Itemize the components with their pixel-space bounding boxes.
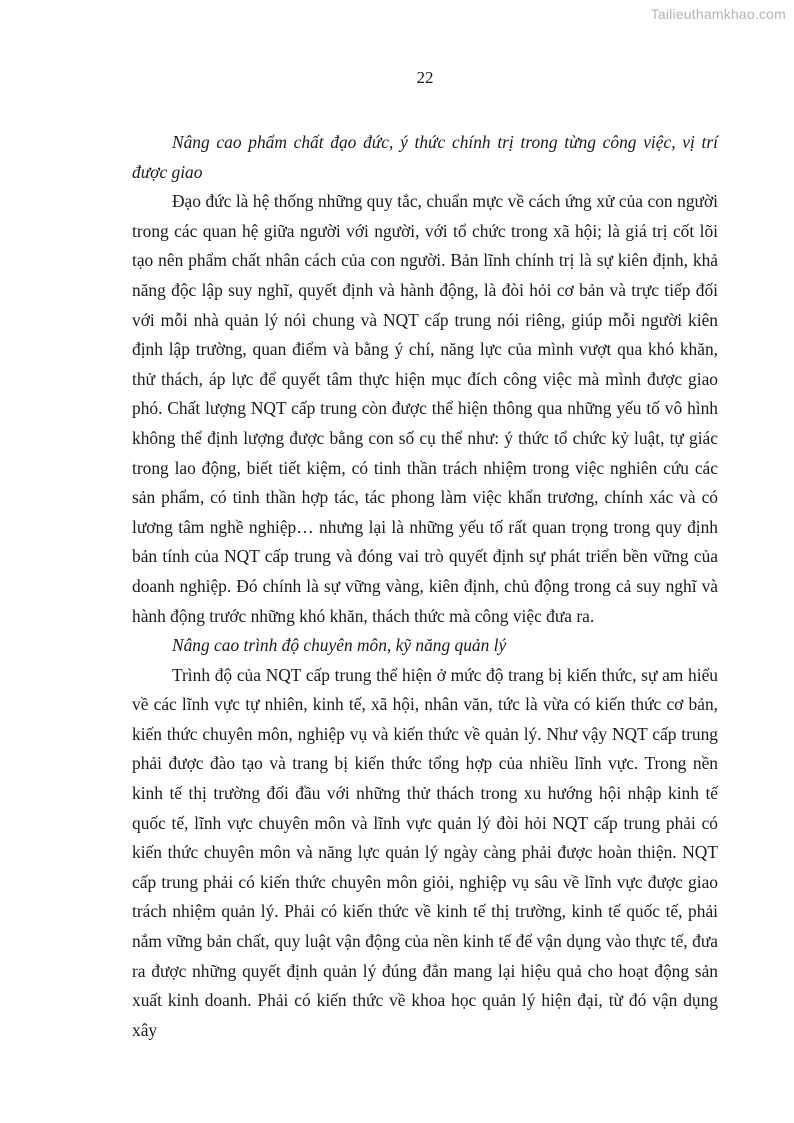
body-paragraph: Trình độ của NQT cấp trung thể hiện ở mức độ trang bị kiến thức, sự am hiểu về các lĩnh vực tự nhiên, kinh tế, xã hội, nhân văn, tức là vừa có kiến thức cơ bản, kiến thức chuyên môn, nghiệp vụ và kiến thức về quản lý. Như vậy NQT cấp trung phải được đào tạo và trang bị kiến thức tổng hợp của nhiều lĩnh vực. Trong nền kinh tế thị trường đối đầu với những thử thách trong xu hướng hội nhập kinh tế quốc tế, lĩnh vực chuyên môn và lĩnh vực quản lý đòi hỏi NQT cấp trung phải có kiến thức chuyên môn và năng lực quản lý ngày càng phải được hoàn thiện. NQT cấp trung phải có kiến thức chuyên môn giỏi, nghiệp vụ sâu về lĩnh vực được giao trách nhiệm quản lý. Phải có kiến thức về kinh tế thị trường, kinh tế quốc tế, phải nắm vững bản chất, quy luật vận động của nền kinh tế để vận dụng vào thực tế, đưa ra được những quyết định quản lý đúng đắn mang lại hiệu quả cho hoạt động sản xuất kinh doanh. Phải có kiến thức về khoa học quản lý hiện đại, từ đó vận dụng xây bbox=[132, 664, 718, 1040]
section-heading: Nâng cao trình độ chuyên môn, kỹ năng quản lý bbox=[172, 635, 507, 656]
document-body bbox=[132, 128, 718, 1045]
body-paragraph: Đạo đức là hệ thống những quy tắc, chuẩn mực về cách ứng xử của con người trong các quan hệ giữa người với người, với tổ chức trong xã hội; là giá trị cốt lõi tạo nên phẩm chất nhân cách của con người. Bản lĩnh chính trị là sự kiên định, khả năng độc lập suy nghĩ, quyết định và hành động, là đòi hỏi cơ bản và trực tiếp đối với mỗi nhà quản lý nói chung và NQT cấp trung nói riêng, giúp mỗi người kiên định lập trường, quan điểm và bằng ý chí, năng lực của mình vượt qua khó khăn, thử thách, áp lực để quyết tâm thực hiện mục đích công việc mà mình được giao phó. Chất lượng NQT cấp trung còn được thể hiện thông qua những yếu tố vô hình không thể định lượng được bằng con số cụ thể như: ý thức tổ chức kỷ luật, tự giác trong lao động, biết tiết kiệm, có tinh thần trách nhiệm trong việc nghiên cứu các sản phẩm, có tinh thần hợp tác, tác phong làm việc khẩn trương, chính xác và có lương tâm nghề nghiệp… nhưng lại là những yếu tố rất quan trọng trong quy định bản tính của NQT cấp trung và đóng vai trò quyết định sự phát triển bền vững của doanh nghiệp. Đó chính là sự vững vàng, kiên định, chủ động trong cả suy nghĩ và hành động trước những khó khăn, thách thức mà công việc đưa ra. bbox=[132, 191, 718, 626]
section-heading: Nâng cao phẩm chất đạo đức, ý thức chính trị trong từng công việc, vị trí được giao bbox=[132, 132, 718, 182]
page-number: 22 bbox=[416, 68, 434, 87]
watermark: Tailieuthamkhao.com bbox=[650, 6, 786, 22]
